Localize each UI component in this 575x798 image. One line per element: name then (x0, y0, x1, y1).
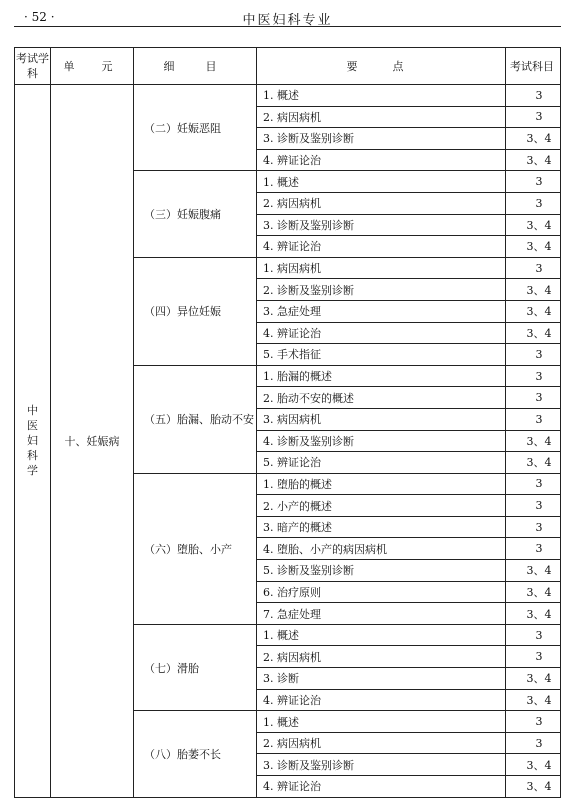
exam-code-cell: 3 (506, 624, 561, 646)
point-cell: 3. 暗产的概述 (257, 516, 506, 538)
exam-code-cell: 3 (506, 516, 561, 538)
point-cell: 1. 堕胎的概述 (257, 473, 506, 495)
exam-code-cell: 3、4 (506, 776, 561, 798)
exam-code-cell: 3 (506, 387, 561, 409)
point-cell: 4. 辨证论治 (257, 689, 506, 711)
header-unit: 单 元 (51, 48, 134, 85)
page-header (14, 4, 561, 28)
table-row (15, 85, 561, 107)
point-cell: 1. 概述 (257, 171, 506, 193)
point-cell: 3. 诊断及鉴别诊断 (257, 128, 506, 150)
point-cell: 3. 急症处理 (257, 300, 506, 322)
point-cell: 2. 病因病机 (257, 732, 506, 754)
point-cell: 4. 堕胎、小产的病因病机 (257, 538, 506, 560)
page-title: 中医妇科专业 (242, 13, 333, 28)
point-cell: 1. 概述 (257, 711, 506, 733)
exam-code-cell: 3 (506, 85, 561, 107)
point-cell: 3. 诊断及鉴别诊断 (257, 754, 506, 776)
point-cell: 4. 诊断及鉴别诊断 (257, 430, 506, 452)
exam-code-cell: 3、4 (506, 452, 561, 474)
exam-code-cell: 3 (506, 365, 561, 387)
point-cell: 1. 概述 (257, 85, 506, 107)
detail-cell: （八）胎萎不长 (134, 711, 257, 797)
exam-code-cell: 3、4 (506, 603, 561, 625)
syllabus-table (14, 47, 561, 798)
header-exam-code: 考试科目 (506, 48, 561, 85)
exam-code-cell: 3、4 (506, 668, 561, 690)
subject-label: 中医妇科学 (27, 404, 38, 478)
point-cell: 1. 胎漏的概述 (257, 365, 506, 387)
exam-code-cell: 3、4 (506, 754, 561, 776)
unit-cell: 十、妊娠病 (51, 85, 134, 798)
page-number: · 52 · (24, 10, 55, 24)
exam-code-cell: 3、4 (506, 322, 561, 344)
exam-code-cell: 3、4 (506, 560, 561, 582)
exam-code-cell: 3 (506, 495, 561, 517)
exam-code-cell: 3、4 (506, 214, 561, 236)
detail-cell: （六）堕胎、小产 (134, 473, 257, 624)
point-cell: 2. 诊断及鉴别诊断 (257, 279, 506, 301)
point-cell: 3. 诊断 (257, 668, 506, 690)
point-cell: 2. 胎动不安的概述 (257, 387, 506, 409)
point-cell: 5. 辨证论治 (257, 452, 506, 474)
point-cell: 4. 辨证论治 (257, 236, 506, 258)
header-detail: 细 目 (134, 48, 257, 85)
exam-code-cell: 3、4 (506, 581, 561, 603)
point-cell: 4. 辨证论治 (257, 776, 506, 798)
exam-code-cell: 3、4 (506, 128, 561, 150)
detail-cell: （四）异位妊娠 (134, 257, 257, 365)
point-cell: 4. 辨证论治 (257, 322, 506, 344)
exam-code-cell: 3 (506, 344, 561, 366)
exam-code-cell: 3 (506, 711, 561, 733)
exam-code-cell: 3 (506, 473, 561, 495)
point-cell: 7. 急症处理 (257, 603, 506, 625)
header-subject: 考试学科 (15, 48, 51, 85)
detail-cell: （七）滑胎 (134, 624, 257, 710)
subject-cell (15, 85, 51, 798)
point-cell: 2. 小产的概述 (257, 495, 506, 517)
exam-code-cell: 3、4 (506, 300, 561, 322)
exam-code-cell: 3 (506, 192, 561, 214)
point-cell: 3. 病因病机 (257, 408, 506, 430)
exam-code-cell: 3 (506, 171, 561, 193)
point-cell: 2. 病因病机 (257, 646, 506, 668)
point-cell: 6. 治疗原则 (257, 581, 506, 603)
point-cell: 3. 诊断及鉴别诊断 (257, 214, 506, 236)
exam-code-cell: 3 (506, 732, 561, 754)
table-header-row (15, 48, 561, 85)
exam-code-cell: 3 (506, 408, 561, 430)
exam-code-cell: 3 (506, 257, 561, 279)
exam-code-cell: 3 (506, 106, 561, 128)
point-cell: 4. 辨证论治 (257, 149, 506, 171)
exam-code-cell: 3 (506, 646, 561, 668)
detail-cell: （五）胎漏、胎动不安 (134, 365, 257, 473)
exam-code-cell: 3、4 (506, 430, 561, 452)
point-cell: 1. 概述 (257, 624, 506, 646)
point-cell: 2. 病因病机 (257, 192, 506, 214)
point-cell: 5. 手术指征 (257, 344, 506, 366)
point-cell: 2. 病因病机 (257, 106, 506, 128)
exam-code-cell: 3、4 (506, 149, 561, 171)
header-points: 要 点 (257, 48, 506, 85)
header-rule (14, 26, 561, 27)
point-cell: 5. 诊断及鉴别诊断 (257, 560, 506, 582)
exam-code-cell: 3 (506, 538, 561, 560)
detail-cell: （三）妊娠腹痛 (134, 171, 257, 257)
detail-cell: （二）妊娠恶阻 (134, 85, 257, 171)
exam-code-cell: 3、4 (506, 236, 561, 258)
point-cell: 1. 病因病机 (257, 257, 506, 279)
table-body (15, 85, 561, 798)
exam-code-cell: 3、4 (506, 689, 561, 711)
exam-code-cell: 3、4 (506, 279, 561, 301)
